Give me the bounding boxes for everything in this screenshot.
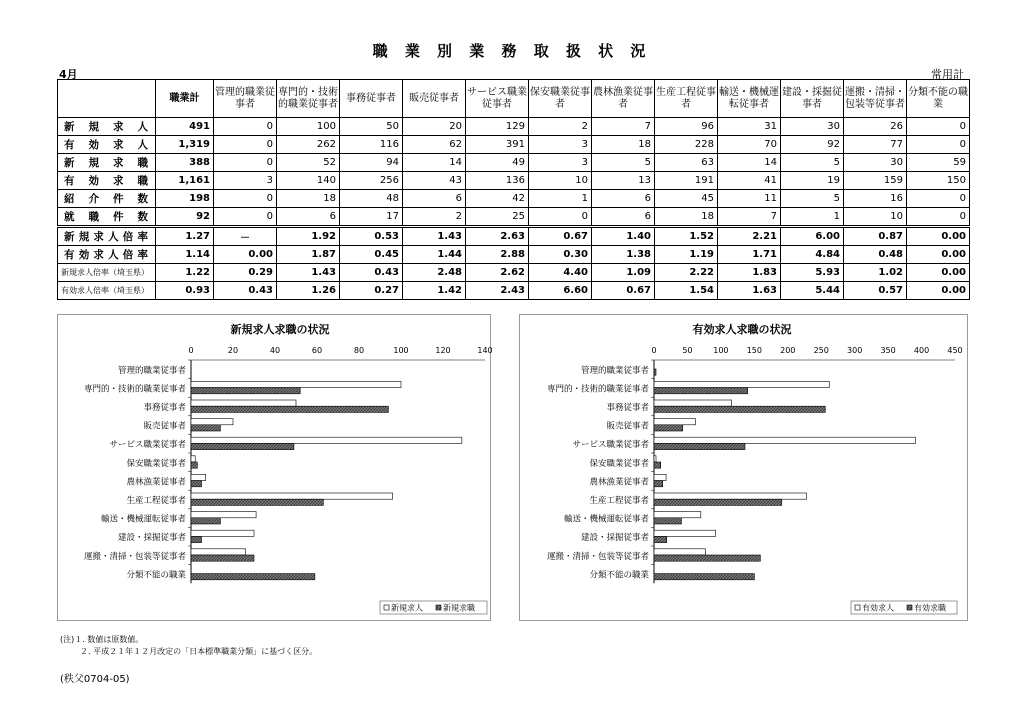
table-cell: 1.43 — [277, 264, 340, 282]
x-tick-label: 20 — [227, 346, 239, 355]
table-cell: 11 — [718, 190, 781, 208]
table-cell: 19 — [781, 172, 844, 190]
table-cell: 1 — [781, 208, 844, 227]
table-cell: 1.19 — [655, 246, 718, 264]
table-cell: 1.22 — [156, 264, 214, 282]
category-label: 生産工程従事者 — [126, 496, 186, 506]
table-cell: 5.44 — [781, 282, 844, 300]
bar-new-seeker — [191, 406, 388, 412]
category-label: 販売従事者 — [143, 421, 186, 432]
bar-active-seeker — [654, 536, 667, 542]
document-code: (秩父0704-05) — [60, 674, 130, 685]
table-cell: 14 — [718, 154, 781, 172]
table-cell: 150 — [907, 172, 970, 190]
bar-new-seeker — [191, 388, 300, 394]
table-row — [58, 282, 970, 300]
bar-active-seeker — [654, 462, 661, 468]
x-tick-label: 450 — [947, 346, 963, 355]
category-label: 建設・採掘従事者 — [117, 533, 186, 544]
legend-swatch-seeker — [436, 605, 441, 610]
table-cell: 0.00 — [907, 282, 970, 300]
column-header: 生産工程従事者 — [655, 80, 718, 118]
table-cell: 0.67 — [592, 282, 655, 300]
bar-active-offer — [654, 493, 807, 499]
x-tick-label: 0 — [651, 346, 657, 355]
active-chart-panel — [519, 314, 968, 621]
bar-active-offer — [654, 530, 716, 536]
bar-active-offer — [654, 381, 829, 387]
table-corner-cell — [58, 80, 156, 118]
table-cell: 2.63 — [466, 227, 529, 246]
x-tick-label: 40 — [269, 346, 281, 355]
table-cell: 59 — [907, 154, 970, 172]
table-cell: 2.88 — [466, 246, 529, 264]
column-header: 管理的職業従事者 — [214, 80, 277, 118]
table-cell: 5.93 — [781, 264, 844, 282]
table-cell: 25 — [466, 208, 529, 227]
category-label: 販売従事者 — [606, 421, 649, 432]
table-cell: 41 — [718, 172, 781, 190]
table-cell: 63 — [655, 154, 718, 172]
table-cell: 2.43 — [466, 282, 529, 300]
table-cell: 0.93 — [156, 282, 214, 300]
category-label: 保安職業従事者 — [126, 458, 186, 469]
category-label: サービス職業従事者 — [572, 440, 649, 451]
table-cell: 43 — [403, 172, 466, 190]
legend-label-offer: 新規求人 — [391, 603, 423, 613]
row-label: 有効求職 — [58, 172, 156, 190]
x-tick-label: 250 — [813, 346, 829, 355]
chart-title: 有効求人求職の状況 — [692, 323, 792, 336]
row-label: 有効求人倍率（埼玉県） — [58, 282, 156, 300]
table-cell: 6.60 — [529, 282, 592, 300]
x-tick-label: 0 — [188, 346, 194, 355]
column-header: 建設・採掘従事者 — [781, 80, 844, 118]
x-tick-label: 200 — [780, 346, 796, 355]
note-1: (注)１. 数値は原数値。 — [60, 635, 144, 644]
notes — [60, 634, 317, 658]
table-row — [58, 172, 970, 190]
bar-new-seeker — [191, 443, 294, 449]
table-cell: 0.29 — [214, 264, 277, 282]
category-label: 輸送・機械運転従事者 — [100, 514, 186, 525]
bar-new-offer — [191, 400, 296, 406]
row-label: 新規求人倍率 — [58, 227, 156, 246]
table-cell: － — [214, 227, 277, 246]
table-cell: 5 — [781, 154, 844, 172]
category-label: 事務従事者 — [143, 403, 186, 413]
table-cell: 491 — [156, 118, 214, 136]
category-label: サービス職業従事者 — [109, 440, 186, 451]
x-tick-label: 300 — [847, 346, 863, 355]
table-cell: 0.00 — [907, 227, 970, 246]
table-cell: 3 — [214, 172, 277, 190]
table-cell: 92 — [781, 136, 844, 154]
column-header: 事務従事者 — [340, 80, 403, 118]
column-header: 輸送・機械運転従事者 — [718, 80, 781, 118]
table-cell: 7 — [718, 208, 781, 227]
bar-new-seeker — [191, 536, 202, 542]
table-row — [58, 136, 970, 154]
x-tick-label: 60 — [311, 346, 323, 355]
bar-new-offer — [191, 456, 195, 462]
bar-new-seeker — [191, 462, 197, 468]
legend-swatch-offer — [384, 605, 389, 610]
table-cell: 6 — [403, 190, 466, 208]
bar-active-seeker — [654, 388, 748, 394]
table-cell: 1.44 — [403, 246, 466, 264]
new-applications-chart — [58, 315, 493, 620]
table-cell: 3 — [529, 136, 592, 154]
x-tick-label: 100 — [713, 346, 729, 355]
table-cell: 0.48 — [844, 246, 907, 264]
table-cell: 1,161 — [156, 172, 214, 190]
category-label: 管理的職業従事者 — [580, 365, 649, 376]
table-cell: 20 — [403, 118, 466, 136]
bar-active-offer — [654, 512, 701, 518]
column-header: 職業計 — [156, 80, 214, 118]
row-label: 新規求職 — [58, 154, 156, 172]
bar-new-seeker — [191, 499, 323, 505]
month-label: 4月 — [59, 68, 78, 81]
table-cell: 0.00 — [907, 264, 970, 282]
table-cell: 4.84 — [781, 246, 844, 264]
bar-active-seeker — [654, 443, 745, 449]
table-cell: 7 — [592, 118, 655, 136]
table-cell: 0 — [907, 118, 970, 136]
table-cell: 13 — [592, 172, 655, 190]
table-cell: 30 — [781, 118, 844, 136]
page-title: 職 業 別 業 務 取 扱 状 況 — [372, 42, 652, 60]
x-tick-label: 150 — [746, 346, 762, 355]
table-cell: 116 — [340, 136, 403, 154]
table-cell: 0.45 — [340, 246, 403, 264]
legend-label-offer: 有効求人 — [862, 603, 894, 613]
table-cell: 0 — [214, 154, 277, 172]
row-label: 紹介件数 — [58, 190, 156, 208]
table-cell: 0 — [214, 118, 277, 136]
table-cell: 6 — [592, 208, 655, 227]
category-label: 分類不能の職業 — [589, 570, 649, 581]
table-row — [58, 227, 970, 246]
bar-active-offer — [654, 437, 916, 443]
table-cell: 191 — [655, 172, 718, 190]
bar-new-seeker — [191, 425, 220, 431]
category-label: 運搬・清掃・包装等従事者 — [83, 551, 186, 562]
table-cell: 1.40 — [592, 227, 655, 246]
table-cell: 1.14 — [156, 246, 214, 264]
column-header: 運搬・清掃・包装等従事者 — [844, 80, 907, 118]
table-cell: 0.57 — [844, 282, 907, 300]
row-label: 新規求人 — [58, 118, 156, 136]
legend-swatch-seeker — [907, 605, 912, 610]
table-cell: 96 — [655, 118, 718, 136]
bar-new-offer — [191, 512, 256, 518]
bar-new-offer — [191, 530, 254, 536]
table-cell: 3 — [529, 154, 592, 172]
table-cell: 49 — [466, 154, 529, 172]
table-cell: 1.87 — [277, 246, 340, 264]
table-cell: 1.83 — [718, 264, 781, 282]
bar-new-seeker — [191, 574, 315, 580]
column-header: 農林漁業従事者 — [592, 80, 655, 118]
table-cell: 0 — [907, 136, 970, 154]
table-row — [58, 154, 970, 172]
category-label: 建設・採掘従事者 — [580, 533, 649, 544]
bar-active-offer — [654, 456, 656, 462]
table-row — [58, 208, 970, 227]
category-label: 管理的職業従事者 — [117, 365, 186, 376]
table-cell: 0.67 — [529, 227, 592, 246]
table-cell: 6 — [592, 190, 655, 208]
table-cell: 256 — [340, 172, 403, 190]
table-cell: 0 — [214, 208, 277, 227]
category-label: 輸送・機械運転従事者 — [563, 514, 649, 525]
table-cell: 1.42 — [403, 282, 466, 300]
table-cell: 388 — [156, 154, 214, 172]
x-tick-label: 140 — [477, 346, 493, 355]
table-cell: 140 — [277, 172, 340, 190]
job-statistics-table — [57, 79, 970, 300]
table-cell: 2.62 — [466, 264, 529, 282]
category-label: 事務従事者 — [606, 403, 649, 413]
bar-new-offer — [191, 437, 462, 443]
legend-label-seeker: 有効求職 — [914, 603, 946, 613]
calc-type-label: 常用計 — [931, 68, 964, 81]
category-label: 保安職業従事者 — [589, 458, 649, 469]
table-row — [58, 246, 970, 264]
table-cell: 0.53 — [340, 227, 403, 246]
table-cell: 26 — [844, 118, 907, 136]
bar-active-offer — [654, 419, 695, 425]
bar-new-offer — [191, 474, 206, 480]
table-cell: 50 — [340, 118, 403, 136]
new-chart-panel — [57, 314, 491, 621]
bar-active-seeker — [654, 499, 782, 505]
table-cell: 159 — [844, 172, 907, 190]
table-row — [58, 264, 970, 282]
table-cell: 5 — [781, 190, 844, 208]
table-cell: 262 — [277, 136, 340, 154]
table-cell: 2.48 — [403, 264, 466, 282]
note-2: ２. 平成２１年１２月改定の「日本標準職業分類」に基づく区分。 — [80, 647, 318, 656]
table-cell: 0.27 — [340, 282, 403, 300]
row-label: 有効求人 — [58, 136, 156, 154]
legend-label-seeker: 新規求職 — [443, 603, 475, 613]
table-cell: 30 — [844, 154, 907, 172]
bar-active-seeker — [654, 425, 683, 431]
legend-swatch-offer — [855, 605, 860, 610]
bar-new-offer — [191, 419, 233, 425]
table-cell: 18 — [592, 136, 655, 154]
table-cell: 0.00 — [907, 246, 970, 264]
table-cell: 16 — [844, 190, 907, 208]
table-cell: 92 — [156, 208, 214, 227]
table-cell: 0.43 — [340, 264, 403, 282]
table-cell: 4.40 — [529, 264, 592, 282]
column-header: 分類不能の職業 — [907, 80, 970, 118]
bar-new-seeker — [191, 555, 254, 561]
table-cell: 48 — [340, 190, 403, 208]
table-cell: 0.87 — [844, 227, 907, 246]
category-label: 農林漁業従事者 — [589, 477, 649, 488]
bar-active-seeker — [654, 555, 760, 561]
table-cell: 228 — [655, 136, 718, 154]
table-cell: 391 — [466, 136, 529, 154]
bar-new-offer — [191, 549, 246, 555]
table-cell: 5 — [592, 154, 655, 172]
table-cell: 10 — [529, 172, 592, 190]
bar-active-offer — [654, 549, 706, 555]
table-cell: 6.00 — [781, 227, 844, 246]
table-cell: 17 — [340, 208, 403, 227]
table-cell: 1,319 — [156, 136, 214, 154]
table-cell: 198 — [156, 190, 214, 208]
bar-active-seeker — [654, 574, 754, 580]
bar-active-seeker — [654, 369, 656, 375]
x-tick-label: 100 — [393, 346, 409, 355]
table-cell: 0 — [529, 208, 592, 227]
table-cell: 10 — [844, 208, 907, 227]
table-cell: 31 — [718, 118, 781, 136]
category-label: 生産工程従事者 — [589, 496, 649, 506]
bar-new-seeker — [191, 481, 202, 487]
table-cell: 1.92 — [277, 227, 340, 246]
row-label: 就職件数 — [58, 208, 156, 227]
table-cell: 1.52 — [655, 227, 718, 246]
bar-active-seeker — [654, 518, 681, 524]
table-cell: 129 — [466, 118, 529, 136]
table-cell: 1.09 — [592, 264, 655, 282]
bar-new-offer — [191, 493, 393, 499]
table-cell: 45 — [655, 190, 718, 208]
table-cell: 2 — [403, 208, 466, 227]
table-cell: 1.26 — [277, 282, 340, 300]
table-cell: 2 — [529, 118, 592, 136]
table-header-row — [58, 80, 970, 118]
column-header: 販売従事者 — [403, 80, 466, 118]
table-cell: 70 — [718, 136, 781, 154]
active-applications-chart — [520, 315, 967, 620]
category-label: 運搬・清掃・包装等従事者 — [546, 551, 649, 562]
x-tick-label: 400 — [913, 346, 930, 355]
table-cell: 1.27 — [156, 227, 214, 246]
table-row — [58, 118, 970, 136]
table-cell: 0 — [907, 190, 970, 208]
table-cell: 14 — [403, 154, 466, 172]
category-label: 農林漁業従事者 — [126, 477, 186, 488]
table-cell: 100 — [277, 118, 340, 136]
table-cell: 6 — [277, 208, 340, 227]
bar-active-offer — [654, 400, 732, 406]
x-tick-label: 120 — [435, 346, 451, 355]
table-cell: 1.63 — [718, 282, 781, 300]
x-tick-label: 80 — [353, 346, 365, 355]
table-cell: 42 — [466, 190, 529, 208]
chart-title: 新規求人求職の状況 — [230, 323, 330, 336]
table-cell: 94 — [340, 154, 403, 172]
table-cell: 1.54 — [655, 282, 718, 300]
table-cell: 136 — [466, 172, 529, 190]
table-cell: 52 — [277, 154, 340, 172]
bar-new-offer — [191, 381, 401, 387]
table-cell: 0.43 — [214, 282, 277, 300]
table-cell: 2.22 — [655, 264, 718, 282]
bar-new-seeker — [191, 518, 220, 524]
table-row — [58, 190, 970, 208]
row-label: 有効求人倍率 — [58, 246, 156, 264]
table-cell: 1.38 — [592, 246, 655, 264]
table-cell: 0.30 — [529, 246, 592, 264]
bar-active-offer — [654, 474, 666, 480]
x-tick-label: 50 — [682, 346, 693, 355]
table-cell: 0 — [907, 208, 970, 227]
category-label: 専門的・技術的職業従事者 — [546, 384, 649, 395]
table-cell: 1.43 — [403, 227, 466, 246]
table-cell: 1 — [529, 190, 592, 208]
table-cell: 62 — [403, 136, 466, 154]
bar-active-seeker — [654, 481, 663, 487]
table-cell: 18 — [655, 208, 718, 227]
table-cell: 1.02 — [844, 264, 907, 282]
x-tick-label: 350 — [880, 346, 896, 355]
category-label: 専門的・技術的職業従事者 — [83, 384, 186, 395]
table-cell: 77 — [844, 136, 907, 154]
column-header: 専門的・技術的職業従事者 — [277, 80, 340, 118]
table-cell: 0 — [214, 136, 277, 154]
category-label: 分類不能の職業 — [126, 570, 186, 581]
column-header: 保安職業従事者 — [529, 80, 592, 118]
table-cell: 0 — [214, 190, 277, 208]
table-cell: 0.00 — [214, 246, 277, 264]
table-cell: 1.71 — [718, 246, 781, 264]
row-label: 新規求人倍率（埼玉県） — [58, 264, 156, 282]
table-cell: 2.21 — [718, 227, 781, 246]
column-header: サービス職業従事者 — [466, 80, 529, 118]
table-cell: 18 — [277, 190, 340, 208]
bar-active-seeker — [654, 406, 825, 412]
